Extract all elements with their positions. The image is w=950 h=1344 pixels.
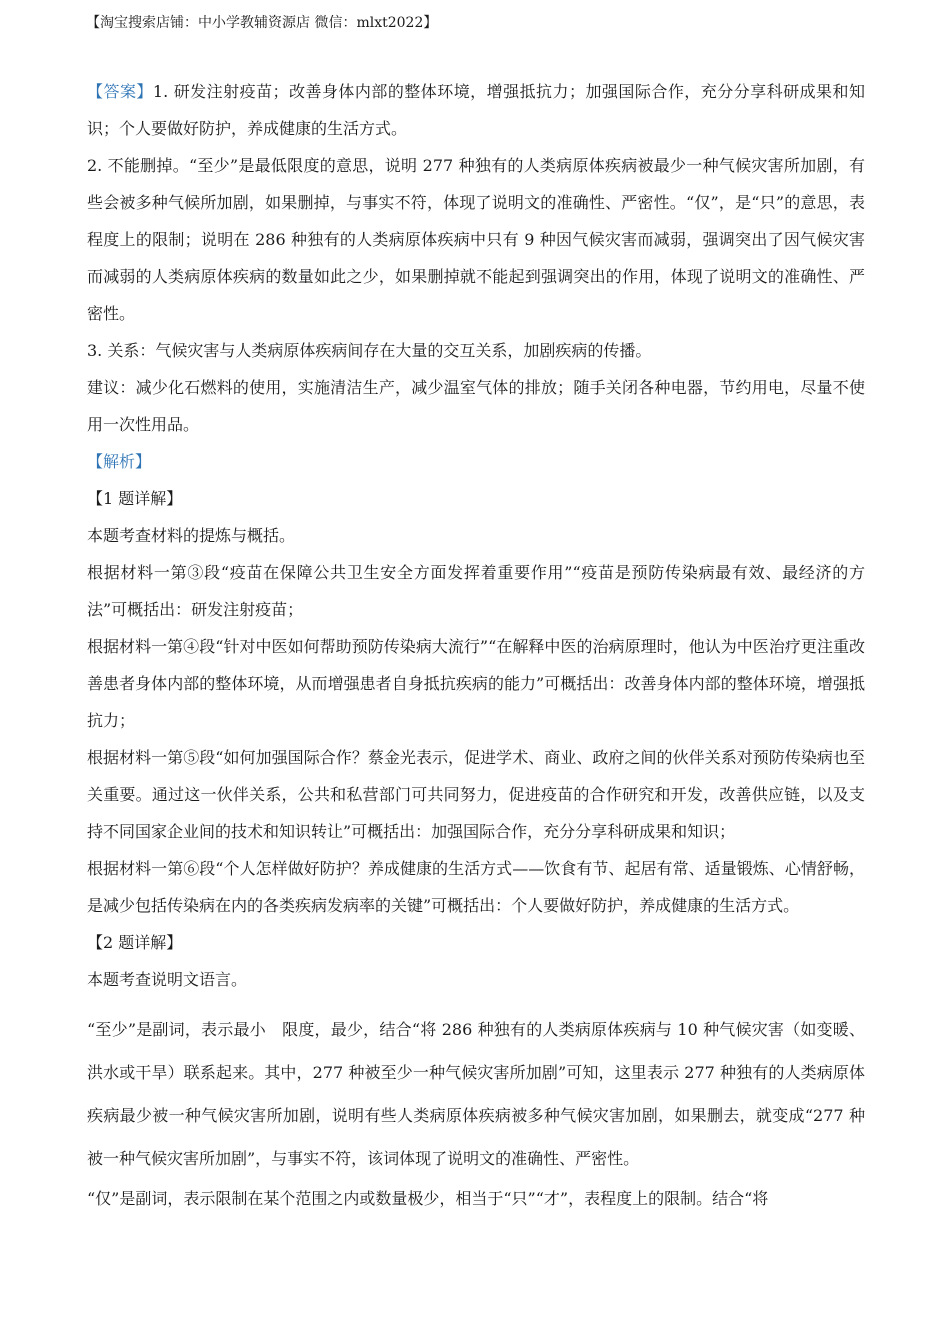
- document-body: [87, 73, 865, 1217]
- question-1-intro: 本题考查材料的提炼与概括。: [87, 526, 296, 545]
- analysis-tag: 【解析】: [87, 452, 152, 471]
- question-2-title: 【2 题详解】: [87, 933, 183, 952]
- question-1-paragraph-4: 根据材料一第⑥段“个人怎样做好防护？养成健康的生活方式——饮食有节、起居有常、适量锻炼、心情舒畅，是减少包括传染病在内的各类疾病发病率的关键”可概括出：个人要做好防护，养成健康的生活方式。: [87, 859, 865, 915]
- answer-text-1: 1. 研发注射疫苗；改善身体内部的整体环境，增强抵抗力；加强国际合作，充分分享科研成果和知识；个人要做好防护，养成健康的生活方式。: [87, 82, 865, 138]
- answer-paragraph-4: 建议：减少化石燃料的使用，实施清洁生产，减少温室气体的排放；随手关闭各种电器，节约用电，尽量不使用一次性用品。: [87, 378, 865, 434]
- question-2-intro: 本题考查说明文语言。: [87, 970, 248, 989]
- question-1-title: 【1 题详解】: [87, 489, 183, 508]
- question-2-paragraph-1: “至少”是副词，表示最小 限度，最少，结合“将 286 种独有的人类病原体疾病与 10 种气候灾害（如变暖、洪水或干旱）联系起来。其中，277 种被至少一种气候灾害所加剧”可知，这里表示 277 种独有的人类病原体疾病最少被一种气候灾害所加剧，说明有些人类病原体疾病被多种气候灾害加剧，如果删去，就变成“277 种被一种气候灾害所加剧”，与事实不符，该词体现了说明文的准确性、严密性。: [87, 1020, 865, 1168]
- answer-paragraph-3: 3. 关系：气候灾害与人类病原体疾病间存在大量的交互关系，加剧疾病的传播。: [87, 341, 652, 360]
- answer-tag: 【答案】: [87, 82, 153, 101]
- answer-paragraph-2: 2. 不能删掉。“至少”是最低限度的意思，说明 277 种独有的人类病原体疾病被最少一种气候灾害所加剧，有些会被多种气候所加剧，如果删掉，与事实不符，体现了说明文的准确性、严密性。“仅”，是“只”的意思，表程度上的限制；说明在 286 种独有的人类病原体疾病中只有 9 种因气候灾害而减弱，强调突出了因气候灾害而减弱的人类病原体疾病的数量如此之少，如果删掉就不能起到强调突出的作用，体现了说明文的准确性、严密性。: [87, 156, 865, 323]
- answer-paragraph-1: [87, 73, 865, 147]
- question-2-paragraph-2: “仅”是副词，表示限制在某个范围之内或数量极少，相当于“只”“才”，表程度上的限制。结合“将: [87, 1189, 769, 1208]
- question-1-paragraph-1: 根据材料一第③段“疫苗在保障公共卫生安全方面发挥着重要作用”“疫苗是预防传染病最有效、最经济的方法”可概括出：研发注射疫苗；: [87, 563, 865, 619]
- question-1-paragraph-3: 根据材料一第⑤段“如何加强国际合作？蔡金光表示，促进学术、商业、政府之间的伙伴关系对预防传染病也至关重要。通过这一伙伴关系，公共和私营部门可共同努力，促进疫苗的合作研究和开发，改善供应链，以及支持不同国家企业间的技术和知识转让”可概括出：加强国际合作，充分分享科研成果和知识；: [87, 748, 865, 841]
- page-header-watermark: 【淘宝搜索店铺：中小学教辅资源店 微信：mlxt2022】: [86, 15, 438, 31]
- question-1-paragraph-2: 根据材料一第④段“针对中医如何帮助预防传染病大流行”“在解释中医的治病原理时，他认为中医治疗更注重改善患者身体内部的整体环境，从而增强患者自身抵抗疾病的能力”可概括出：改善身体内部的整体环境，增强抵抗力；: [87, 637, 865, 730]
